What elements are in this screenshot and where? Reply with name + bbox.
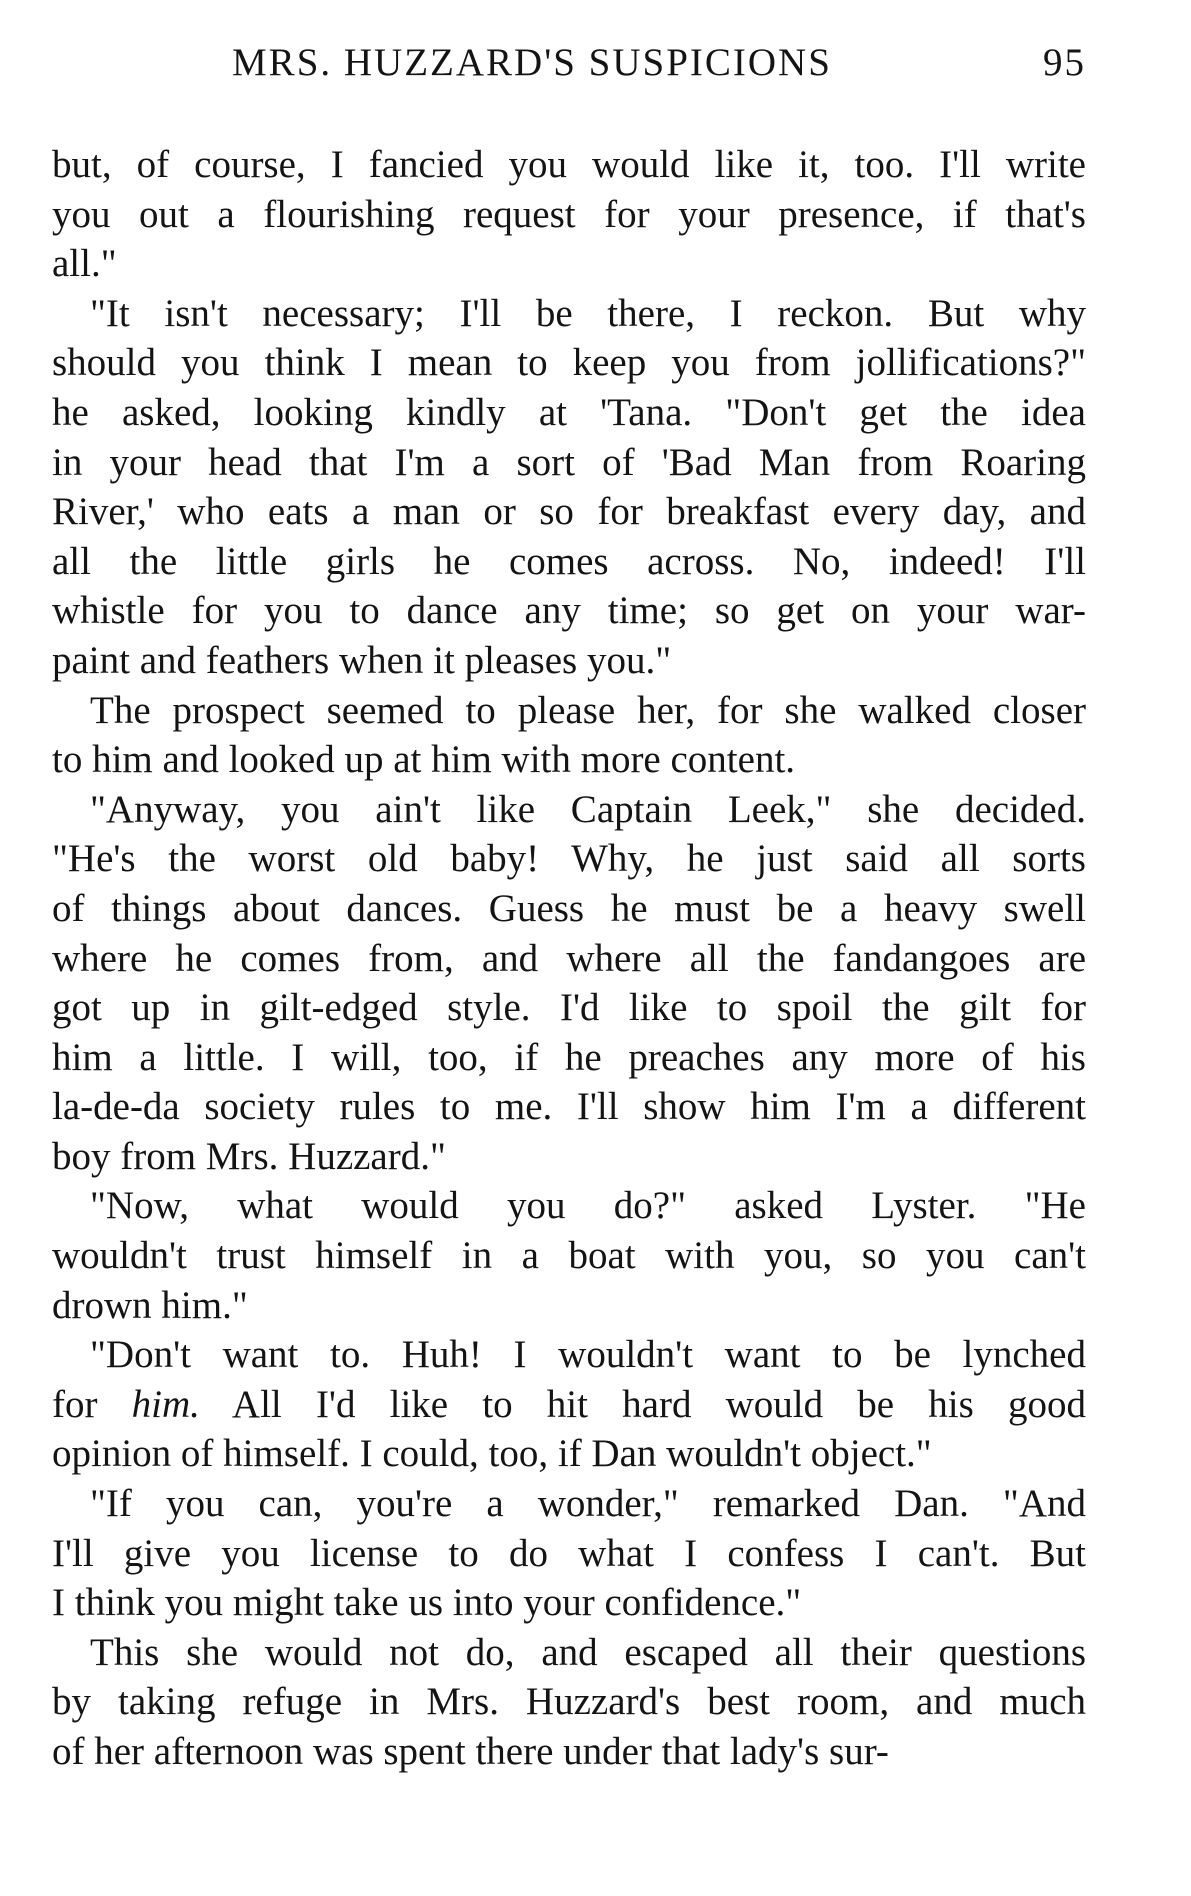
text-line: wouldn't trust himself in a boat with you, so you can't <box>52 1234 1086 1278</box>
text-run: for <box>52 1382 132 1426</box>
text-line: in your head that I'm a sort of 'Bad Man from Roaring <box>52 440 1086 484</box>
paragraph <box>52 1181 1086 1330</box>
running-head <box>52 40 1086 98</box>
text-run: "Don't want to. Huh! I wouldn't want to be lynched <box>90 1333 1086 1377</box>
text-run: All I'd like to hit hard would be his good <box>199 1382 1086 1426</box>
text-line: you out a flourishing request for your presence, if that's <box>52 192 1086 236</box>
text-line: River,' who eats a man or so for breakfast every day, and <box>52 490 1086 534</box>
text-line: of things about dances. Guess he must be a heavy swell <box>52 886 1086 930</box>
paragraph <box>52 1479 1086 1628</box>
text-line: all." <box>52 242 117 286</box>
text-line: drown him." <box>52 1283 248 1327</box>
text-line: I think you might take us into your confidence." <box>52 1581 802 1625</box>
text-line: la-de-da society rules to me. I'll show him I'm a different <box>52 1085 1086 1129</box>
book-page <box>52 40 1086 1777</box>
text-line: by taking refuge in Mrs. Huzzard's best room, and much <box>52 1680 1086 1724</box>
text-line: "Anyway, you ain't like Captain Leek," she decided. <box>90 787 1086 831</box>
text-line: I'll give you license to do what I confess I can't. But <box>52 1531 1086 1575</box>
paragraph <box>52 686 1086 785</box>
text-line <box>52 1330 1086 1380</box>
text-line: paint and feathers when it pleases you." <box>52 638 672 682</box>
body-text <box>52 140 1086 1777</box>
text-line: where he comes from, and where all the fandangoes are <box>52 936 1086 980</box>
paragraph <box>52 140 1086 289</box>
text-line <box>52 1380 1086 1430</box>
text-line: This she would not do, and escaped all their questions <box>90 1630 1086 1674</box>
text-line: "Now, what would you do?" asked Lyster. "He <box>90 1184 1086 1228</box>
paragraph <box>52 1628 1086 1777</box>
text-line: should you think I mean to keep you from jollifications?" <box>52 341 1086 385</box>
text-line: "It isn't necessary; I'll be there, I reckon. But why <box>90 291 1086 335</box>
text-line: he asked, looking kindly at 'Tana. "Don't get the idea <box>52 390 1086 434</box>
text-line: got up in gilt-edged style. I'd like to spoil the gilt for <box>52 986 1086 1030</box>
text-line <box>52 1429 1086 1479</box>
paragraph <box>52 1330 1086 1479</box>
text-line: him a little. I will, too, if he preaches any more of his <box>52 1035 1086 1079</box>
italic-text: him. <box>131 1382 200 1426</box>
text-line: of her afternoon was spent there under that lady's sur- <box>52 1730 889 1773</box>
text-line: "If you can, you're a wonder," remarked Dan. "And <box>90 1482 1086 1526</box>
text-line: all the little girls he comes across. No, indeed! I'll <box>52 539 1086 583</box>
text-line: "He's the worst old baby! Why, he just said all sorts <box>52 837 1086 881</box>
paragraph <box>52 785 1086 1182</box>
text-line: but, of course, I fancied you would like it, too. I'll write <box>52 143 1086 186</box>
page-number: 95 <box>1043 41 1086 84</box>
text-line: whistle for you to dance any time; so get on your war- <box>52 589 1086 633</box>
paragraph <box>52 289 1086 686</box>
text-line: to him and looked up at him with more content. <box>52 738 796 782</box>
text-line: The prospect seemed to please her, for she walked closer <box>90 688 1086 732</box>
running-title: MRS. HUZZARD'S SUSPICIONS <box>232 41 832 84</box>
text-run: opinion of himself. I could, too, if Dan wouldn't object." <box>52 1432 932 1476</box>
text-line: boy from Mrs. Huzzard." <box>52 1134 446 1178</box>
